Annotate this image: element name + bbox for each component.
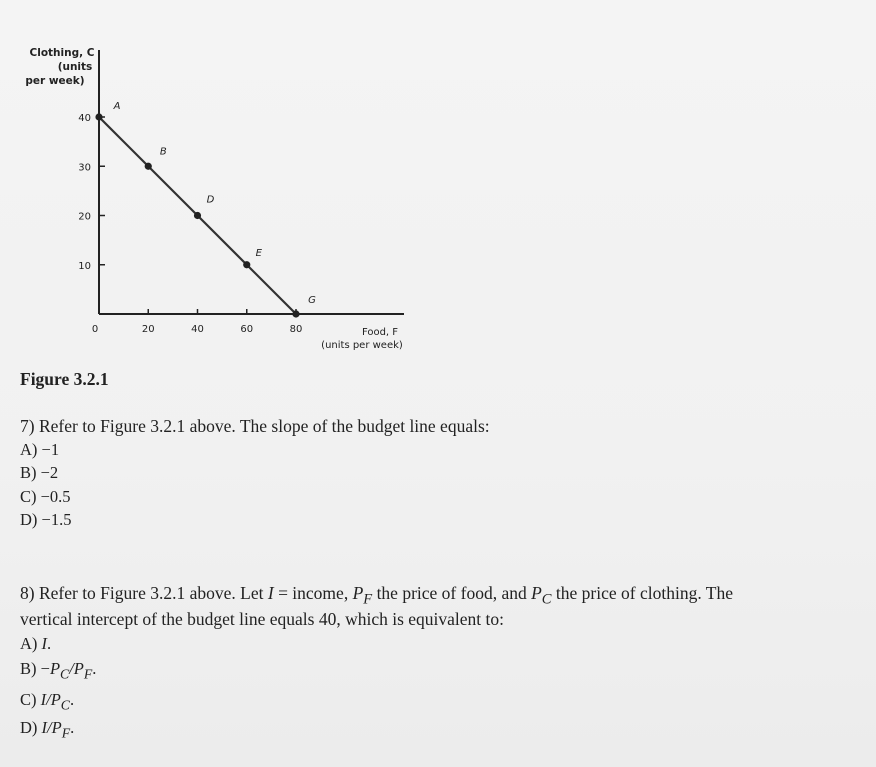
x-tick-label-60: 60: [240, 324, 254, 335]
y-axis-label-line-2: per week): [25, 75, 85, 87]
y-tick-label-30: 30: [78, 162, 91, 174]
point-D: [194, 212, 201, 219]
q8-option-d[interactable]: D) $I/P_F$.: [20, 718, 75, 741]
y-tick-label-40: 40: [78, 113, 91, 124]
x-tick-label-20: 20: [141, 324, 155, 335]
point-label-E: E: [255, 247, 262, 259]
y-tick-label-10: 10: [78, 260, 91, 272]
point-label-G: G: [308, 295, 316, 306]
q8-option-a[interactable]: A) I.: [20, 634, 52, 653]
q8-option-c[interactable]: C) $I/P_C$.: [20, 690, 75, 713]
figure-caption: Figure 3.2.1: [20, 369, 109, 389]
question-8-stem-line2: vertical intercept of the budget line equals 40, which is equivalent to:: [20, 609, 505, 629]
q7-option-d[interactable]: D) −1.5: [20, 510, 72, 529]
y-axis-label-line-1: (units: [57, 61, 93, 73]
q8-option-b[interactable]: $B) -P_C/P_F$.: [20, 659, 97, 682]
x-tick-label-40: 40: [191, 324, 204, 335]
question-8-stem-line1: 8) Refer to Figure 3.2.1 above. Let I = income, $P_F$ the price of food, and $P_C$ the price of clothing. The: [20, 583, 733, 608]
point-B: [145, 163, 152, 170]
point-E: [243, 261, 250, 268]
y-axis-label-line-0: Clothing, C: [29, 47, 95, 59]
point-label-B: B: [159, 146, 167, 158]
q7-option-b[interactable]: B) −2: [20, 463, 59, 482]
point-A: [95, 113, 102, 120]
series: [95, 101, 316, 318]
q7-option-a[interactable]: A) −1: [20, 440, 60, 459]
x-tick-label-80: 80: [289, 324, 303, 335]
q7-option-c[interactable]: C) −0.5: [20, 487, 71, 506]
budget-line-chart: [0, 0, 876, 370]
x-axis-label-line-1: (units per week): [321, 340, 403, 351]
point-G: [292, 310, 299, 317]
y-tick-label-20: 20: [78, 211, 91, 223]
x-axis-label-line-0: Food, F: [361, 327, 399, 338]
ticks: [78, 113, 302, 335]
axes: [99, 50, 404, 314]
point-label-A: A: [113, 101, 121, 112]
point-label-D: D: [206, 194, 215, 206]
question-7-stem: 7) Refer to Figure 3.2.1 above. The slope of the budget line equals:: [20, 416, 490, 436]
origin-label: 0: [91, 324, 99, 335]
